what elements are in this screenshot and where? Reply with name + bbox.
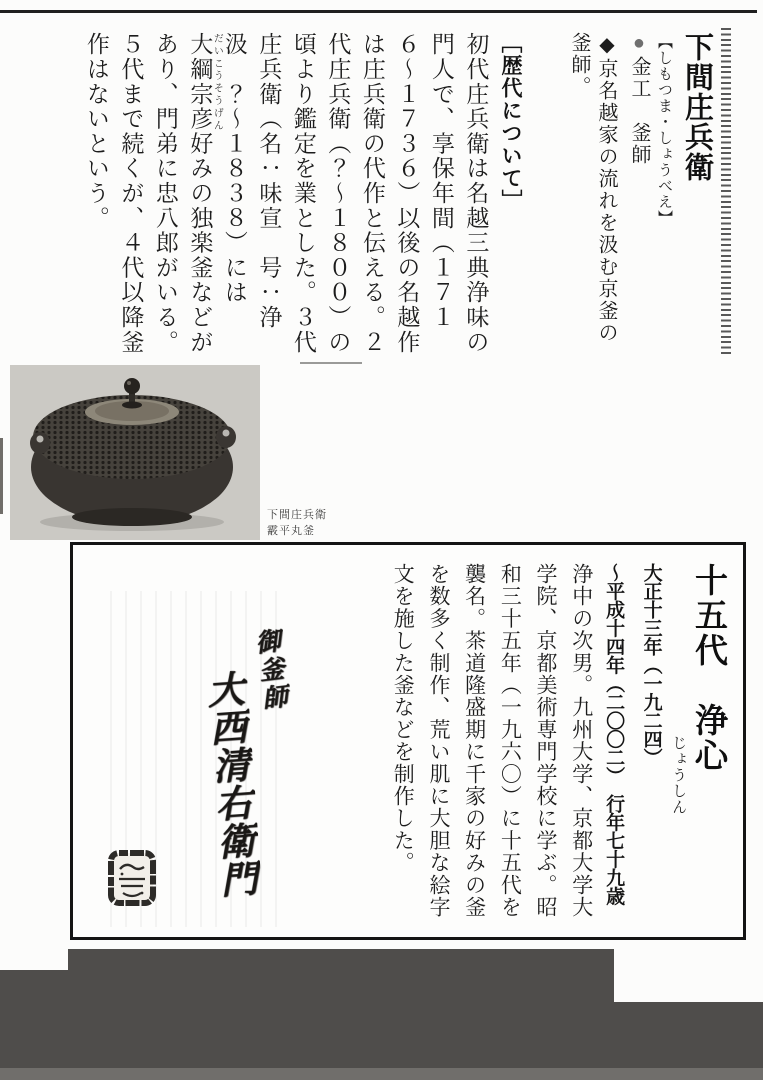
photo-caption-line1: 下間庄兵衛 (267, 509, 327, 521)
ruby-reading: だいこうそうげん (211, 32, 223, 132)
craft-text: 金工 釜師 (627, 56, 650, 166)
dates-line2: 〜平成十四年（二〇〇二） 行年七十九歳 (603, 563, 625, 905)
seal-stamp-icon (107, 849, 157, 907)
scan-stray-line (300, 362, 362, 364)
biography-box (70, 542, 746, 940)
diamond-bullet-icon: ◆ (594, 32, 617, 58)
scan-edge-artifact (0, 438, 3, 514)
scan-artifact-bottom-strip (0, 1068, 763, 1080)
signature-name: 大西清右衛門 (199, 669, 257, 900)
decorative-dash-strip (721, 28, 731, 354)
entry-header (528, 32, 718, 364)
top-rule (0, 10, 757, 13)
craft-line (625, 32, 652, 364)
signature-calligraphy (97, 591, 288, 927)
biography-body: 浄中の次男。九州大学、京都大学大学院、京都美術専門学校に学ぶ。昭和三十五年（一九六〇）に十五代を襲名。茶道隆盛期に千家の好みの釜を数多く制作、荒い肌に大胆な絵字文を施した釜などを制作した。 (391, 563, 594, 919)
photo-caption (267, 508, 327, 540)
biography-text-block (285, 563, 729, 925)
entry-title-reading: 【しもつま・しょうべえ】 (655, 34, 673, 226)
scan-artifact-block-top (68, 949, 614, 972)
history-section (38, 32, 528, 364)
dates-line1: 大正十三年（一九二四） (640, 563, 662, 767)
kettle-illustration (10, 365, 260, 540)
history-text-before: 初代庄兵衛は名越三典浄味の門人で、享保年間（１７１６〜１７３６）以後の名越作は庄兵衛の代作と伝える。２代庄兵衛（？〜１８００）の頃より鑑定を業とした。３代庄兵衛（名：味宣 号：浄汲 ？〜１８３８）には (221, 32, 489, 355)
name-reading: じょうしん (670, 735, 687, 815)
history-text-after: 好みの独楽釜などがあり、門弟に忠八郎がいる。５代まで続くが、４代以降釜作はないという。 (83, 32, 213, 355)
signature-prefix: 御釜師 (250, 627, 288, 714)
lineage-text: 京名越家の流れを汲む京釜の釜師。 (567, 32, 617, 344)
lineage-line (565, 32, 619, 364)
furigana-ruby (187, 32, 223, 132)
photo-caption-line2: 霰平丸釜 (267, 524, 315, 537)
scan-artifact-block-bottom (0, 1002, 763, 1070)
ruby-base: 大綱宗彦 (187, 32, 213, 132)
entry-title: 下間庄兵衛 (681, 32, 713, 182)
history-heading: ［歴代について］ (499, 32, 522, 212)
history-text (78, 32, 492, 364)
kettle-photo (10, 365, 260, 540)
scan-artifact-block-mid (0, 970, 614, 1003)
circle-bullet-icon: ● (627, 32, 650, 56)
generation-title: 十五代 浄心 (690, 563, 726, 773)
